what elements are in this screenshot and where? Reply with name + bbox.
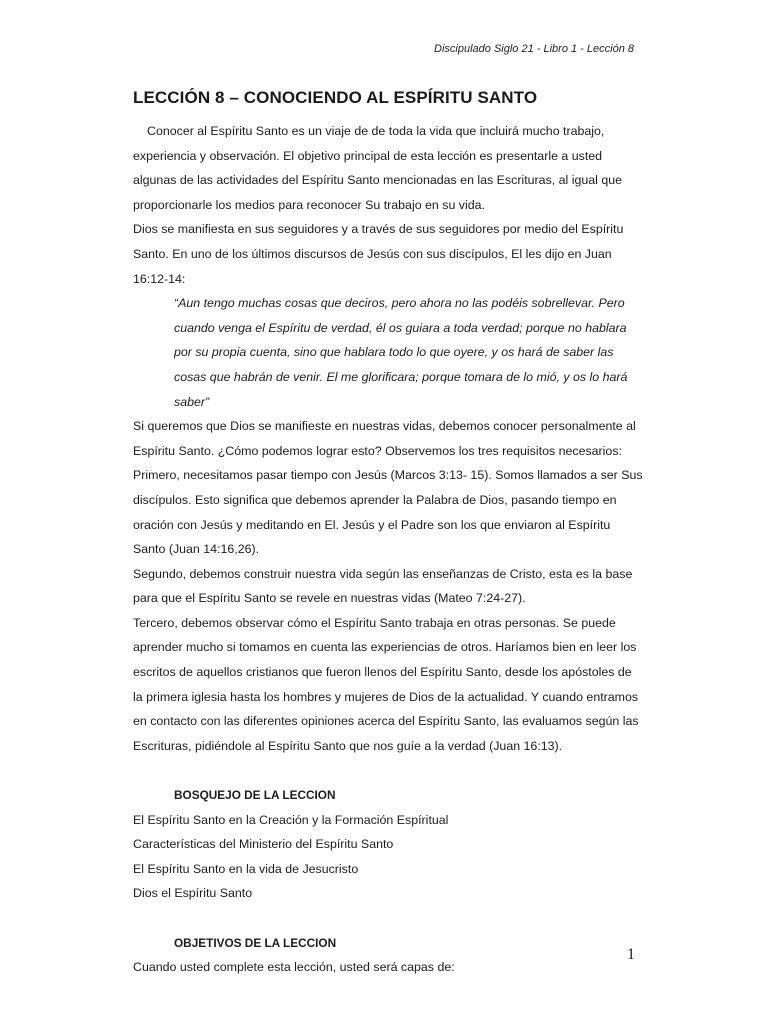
objectives-heading: OBJETIVOS DE LA LECCION bbox=[174, 935, 337, 950]
objectives-intro: Cuando usted complete esta lección, usted será capas de: bbox=[133, 960, 455, 975]
outline-list bbox=[133, 808, 643, 906]
lesson-body bbox=[133, 119, 643, 980]
page-number: 1 bbox=[627, 946, 635, 963]
outline-heading: BOSQUEJO DE LA LECCION bbox=[174, 788, 336, 803]
running-header: Discipulado Siglo 21 - Libro 1 - Lección 8 bbox=[434, 43, 634, 55]
section-spacer bbox=[133, 906, 643, 931]
paragraph-requirements: Si queremos que Dios se manifieste en nuestras vidas, debemos conocer personalmente al Espíritu Santo. ¿Cómo podemos lograr esto? Observemos los tres requisitos necesarios: Primero, necesitamos pasar tiempo con Jesús (Marcos 3:13- 15). Somos llamados a ser Sus discípulos. Esto significa que debemos aprender la Palabra de Dios, pasando tiempo en oración con Jesús y meditando en El. Jesús y el Padre son los que enviaron al Espíritu Santo (Juan 14:16,26). bbox=[133, 419, 643, 557]
outline-item: Características del Ministerio del Espíritu Santo bbox=[133, 837, 394, 852]
paragraph-third: Tercero, debemos observar cómo el Espíritu Santo trabaja en otras personas. Se puede aprender mucho si tomamos en cuenta las experiencias de otros. Haríamos bien en leer los escritos de aquellos cristianos que fueron llenos del Espíritu Santo, desde los apóstoles de la primera iglesia hasta los hombres y mujeres de Dios de la actualidad. Y cuando entramos en contacto con las diferentes opiniones acerca del Espíritu Santo, las evaluamos según las Escrituras, pidiéndole al Espíritu Santo que nos guíe a la verdad (Juan 16:13). bbox=[133, 615, 639, 753]
lesson-title: LECCIÓN 8 – CONOCIENDO AL ESPÍRITU SANTO bbox=[133, 88, 538, 107]
section-spacer bbox=[133, 758, 643, 783]
paragraph-manifestation: Dios se manifiesta en sus seguidores y a través de sus seguidores por medio del Espíritu Santo. En uno de los últimos discursos de Jesús con sus discípulos, El les dijo en Juan 16:12-14: bbox=[133, 222, 624, 286]
scripture-quote: “Aun tengo muchas cosas que deciros, pero ahora no las podéis sobrellevar. Pero cuando venga el Espíritu de verdad, él os guiara a toda verdad; porque no hablara por su propia cuenta, sino que hablara todo lo que oyere, y os hará de saber las cosas que habrán de venir. El me glorificara; porque tomara de lo mió, y os lo hará saber” bbox=[174, 296, 628, 409]
paragraph-second: Segundo, debemos construir nuestra vida según las enseñanzas de Cristo, esta es la base para que el Espíritu Santo se revele en nuestras vidas (Mateo 7:24-27). bbox=[133, 566, 633, 606]
intro-paragraph: Conocer al Espíritu Santo es un viaje de de toda la vida que incluirá mucho trabajo, experiencia y observación. El objetivo principal de esta lección es presentarle a usted algunas de las actividades del Espíritu Santo mencionadas en las Escrituras, al igual que proporcionarle los medios para reconocer Su trabajo en su vida. bbox=[133, 124, 623, 212]
outline-item: Dios el Espíritu Santo bbox=[133, 886, 253, 901]
outline-item: El Espíritu Santo en la vida de Jesucristo bbox=[133, 861, 359, 876]
outline-item: El Espíritu Santo en la Creación y la Formación Espíritual bbox=[133, 812, 449, 827]
